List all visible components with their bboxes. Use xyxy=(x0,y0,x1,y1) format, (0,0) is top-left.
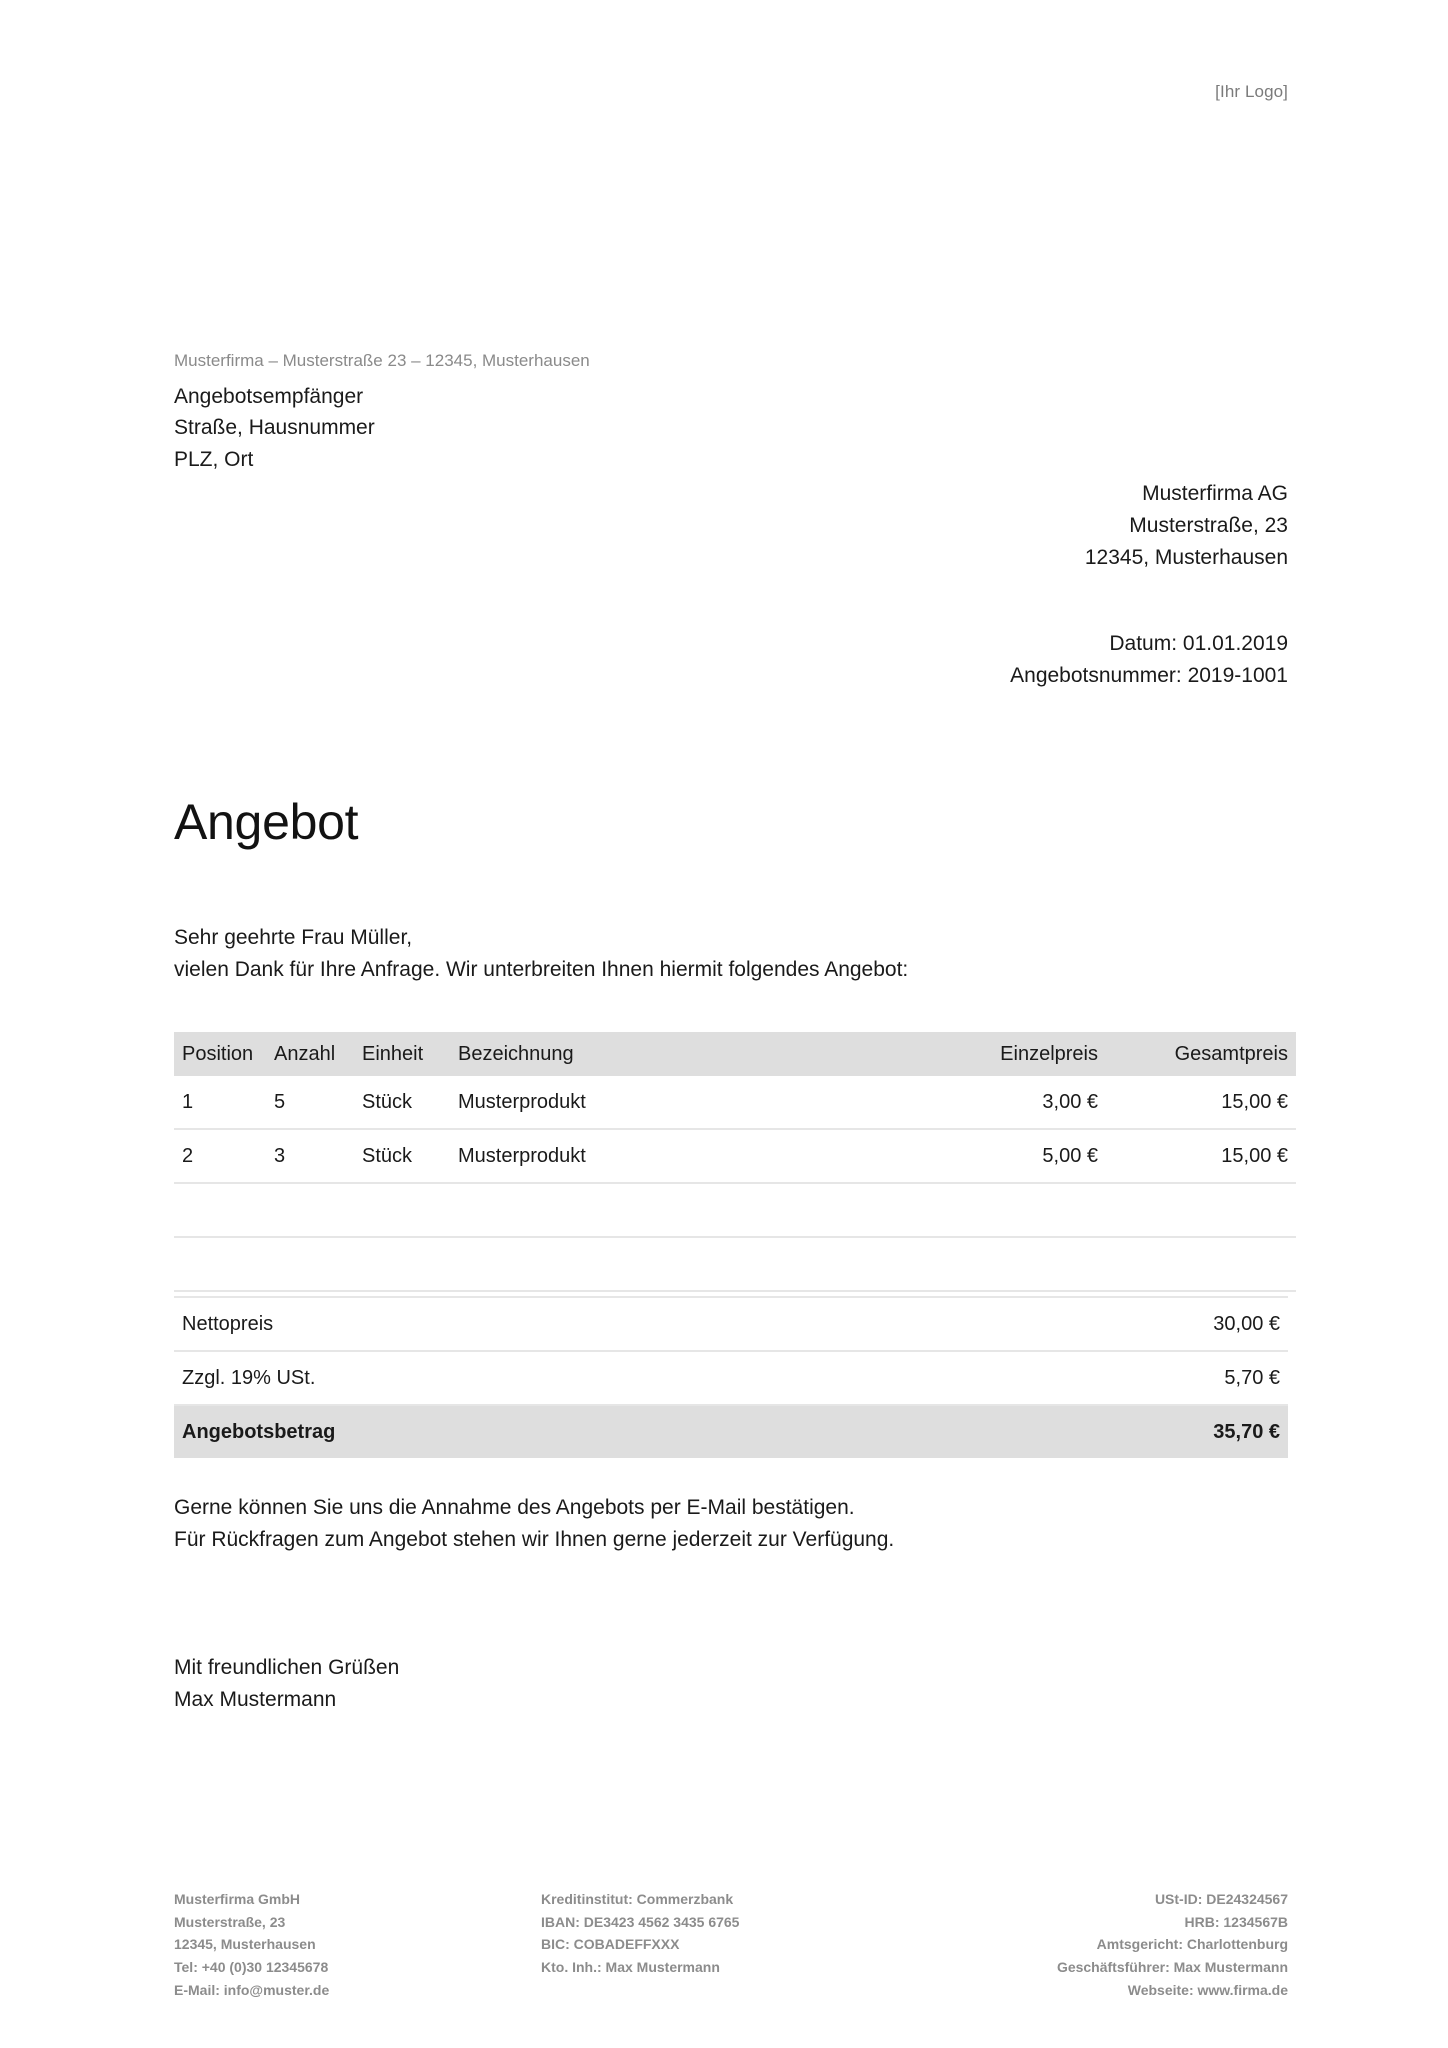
intro-text: vielen Dank für Ihre Anfrage. Wir unterbreiten Ihnen hiermit folgendes Angebot: xyxy=(174,957,909,981)
cell-unit: Stück xyxy=(362,1076,458,1129)
table-row-empty xyxy=(174,1183,1296,1237)
recipient-address-block xyxy=(174,348,794,476)
line-items-table xyxy=(174,1032,1296,1292)
cell-total-price xyxy=(1098,1183,1296,1237)
grand-total-label: Angebotsbetrag xyxy=(174,1405,980,1458)
sender-street: Musterstraße, 23 xyxy=(1129,513,1288,537)
cell-description: Musterprodukt xyxy=(458,1129,928,1183)
cell-quantity: 5 xyxy=(274,1076,362,1129)
footer-hrb: HRB: 1234567B xyxy=(1184,1913,1288,1930)
totals-row-grand xyxy=(174,1405,1288,1458)
sender-city: 12345, Musterhausen xyxy=(1084,545,1288,569)
page-title: Angebot xyxy=(174,794,359,850)
signature-name: Max Mustermann xyxy=(174,1687,337,1711)
column-header-unit: Einheit xyxy=(362,1032,458,1076)
cell-unit xyxy=(362,1183,458,1237)
recipient-city: PLZ, Ort xyxy=(174,448,254,472)
column-header-position: Position xyxy=(174,1032,274,1076)
totals-row-vat xyxy=(174,1351,1288,1405)
quote-number: Angebotsnummer: 2019-1001 xyxy=(1010,663,1288,687)
cell-total-price xyxy=(1098,1237,1296,1291)
document-date: Datum: 01.01.2019 xyxy=(1109,632,1288,655)
cell-position xyxy=(174,1237,274,1291)
grand-total-value: 35,70 € xyxy=(980,1405,1288,1458)
cell-position xyxy=(174,1183,274,1237)
footer-company-phone: Tel: +40 (0)30 12345678 xyxy=(174,1959,329,1976)
sender-company: Musterfirma AG xyxy=(1142,482,1288,505)
cell-position: 1 xyxy=(174,1076,274,1129)
footer-legal-column xyxy=(918,1888,1288,2001)
footer-company-email: E-Mail: info@muster.de xyxy=(174,1981,330,1998)
cell-description: Musterprodukt xyxy=(458,1076,928,1129)
cell-quantity xyxy=(274,1237,362,1291)
closing-line-1: Gerne können Sie uns die Annahme des Angebots per E-Mail bestätigen. xyxy=(174,1496,855,1519)
return-address-line: Musterfirma – Musterstraße 23 – 12345, Musterhausen xyxy=(174,351,590,370)
cell-quantity xyxy=(274,1183,362,1237)
cell-position: 2 xyxy=(174,1129,274,1183)
vat-value: 5,70 € xyxy=(980,1351,1288,1405)
footer-bank-column xyxy=(541,1888,881,1979)
cell-total-price: 15,00 € xyxy=(1098,1129,1296,1183)
table-row xyxy=(174,1129,1296,1183)
closing-block xyxy=(174,1492,1294,1556)
cell-description xyxy=(458,1237,928,1291)
column-header-description: Bezeichnung xyxy=(458,1032,928,1076)
column-header-quantity: Anzahl xyxy=(274,1032,362,1076)
sender-address-block xyxy=(1085,478,1288,574)
cell-quantity: 3 xyxy=(274,1129,362,1183)
footer-bank-bic: BIC: COBADEFFXXX xyxy=(541,1936,680,1953)
intro-block xyxy=(174,922,1294,985)
totals-table xyxy=(174,1296,1288,1458)
signature-block xyxy=(174,1652,399,1716)
net-value: 30,00 € xyxy=(980,1297,1288,1351)
signature-greeting: Mit freundlichen Grüßen xyxy=(174,1656,400,1679)
cell-unit xyxy=(362,1237,458,1291)
footer-company-city: 12345, Musterhausen xyxy=(174,1936,316,1953)
footer-ceo: Geschäftsführer: Max Mustermann xyxy=(1056,1959,1288,1976)
vat-label: Zzgl. 19% USt. xyxy=(174,1351,980,1405)
footer-bank-iban: IBAN: DE3423 4562 3435 6765 xyxy=(541,1913,740,1930)
recipient-street: Straße, Hausnummer xyxy=(174,416,375,440)
cell-unit: Stück xyxy=(362,1129,458,1183)
table-row-empty xyxy=(174,1237,1296,1291)
recipient-name: Angebotsempfänger xyxy=(174,384,364,408)
column-header-unit-price: Einzelpreis xyxy=(928,1032,1098,1076)
cell-unit-price: 5,00 € xyxy=(928,1129,1098,1183)
cell-unit-price: 3,00 € xyxy=(928,1076,1098,1129)
footer-bank-name: Kreditinstitut: Commerzbank xyxy=(541,1891,734,1907)
logo-placeholder: [Ihr Logo] xyxy=(1215,82,1288,101)
table-body xyxy=(174,1076,1296,1291)
closing-line-2: Für Rückfragen zum Angebot stehen wir Ihnen gerne jederzeit zur Verfügung. xyxy=(174,1527,895,1551)
table-header xyxy=(174,1032,1296,1076)
footer-court: Amtsgericht: Charlottenburg xyxy=(1096,1936,1288,1953)
totals-row-net xyxy=(174,1297,1288,1351)
cell-total-price: 15,00 € xyxy=(1098,1076,1296,1129)
footer-company-name: Musterfirma GmbH xyxy=(174,1891,301,1907)
cell-description xyxy=(458,1183,928,1237)
cell-unit-price xyxy=(928,1237,1098,1291)
salutation: Sehr geehrte Frau Müller, xyxy=(174,926,413,949)
table-row xyxy=(174,1076,1296,1129)
document-meta-block xyxy=(1010,628,1288,692)
table-header-row xyxy=(174,1032,1296,1076)
net-label: Nettopreis xyxy=(174,1297,980,1351)
footer-company-street: Musterstraße, 23 xyxy=(174,1913,286,1930)
footer-vat-id: USt-ID: DE24324567 xyxy=(1154,1891,1288,1907)
footer-bank-holder: Kto. Inh.: Max Mustermann xyxy=(541,1959,720,1976)
footer-company-column xyxy=(174,1888,504,2001)
column-header-total-price: Gesamtpreis xyxy=(1098,1032,1296,1076)
page-footer xyxy=(174,1888,1288,2001)
footer-website: Webseite: www.firma.de xyxy=(1127,1981,1288,1998)
cell-unit-price xyxy=(928,1183,1098,1237)
